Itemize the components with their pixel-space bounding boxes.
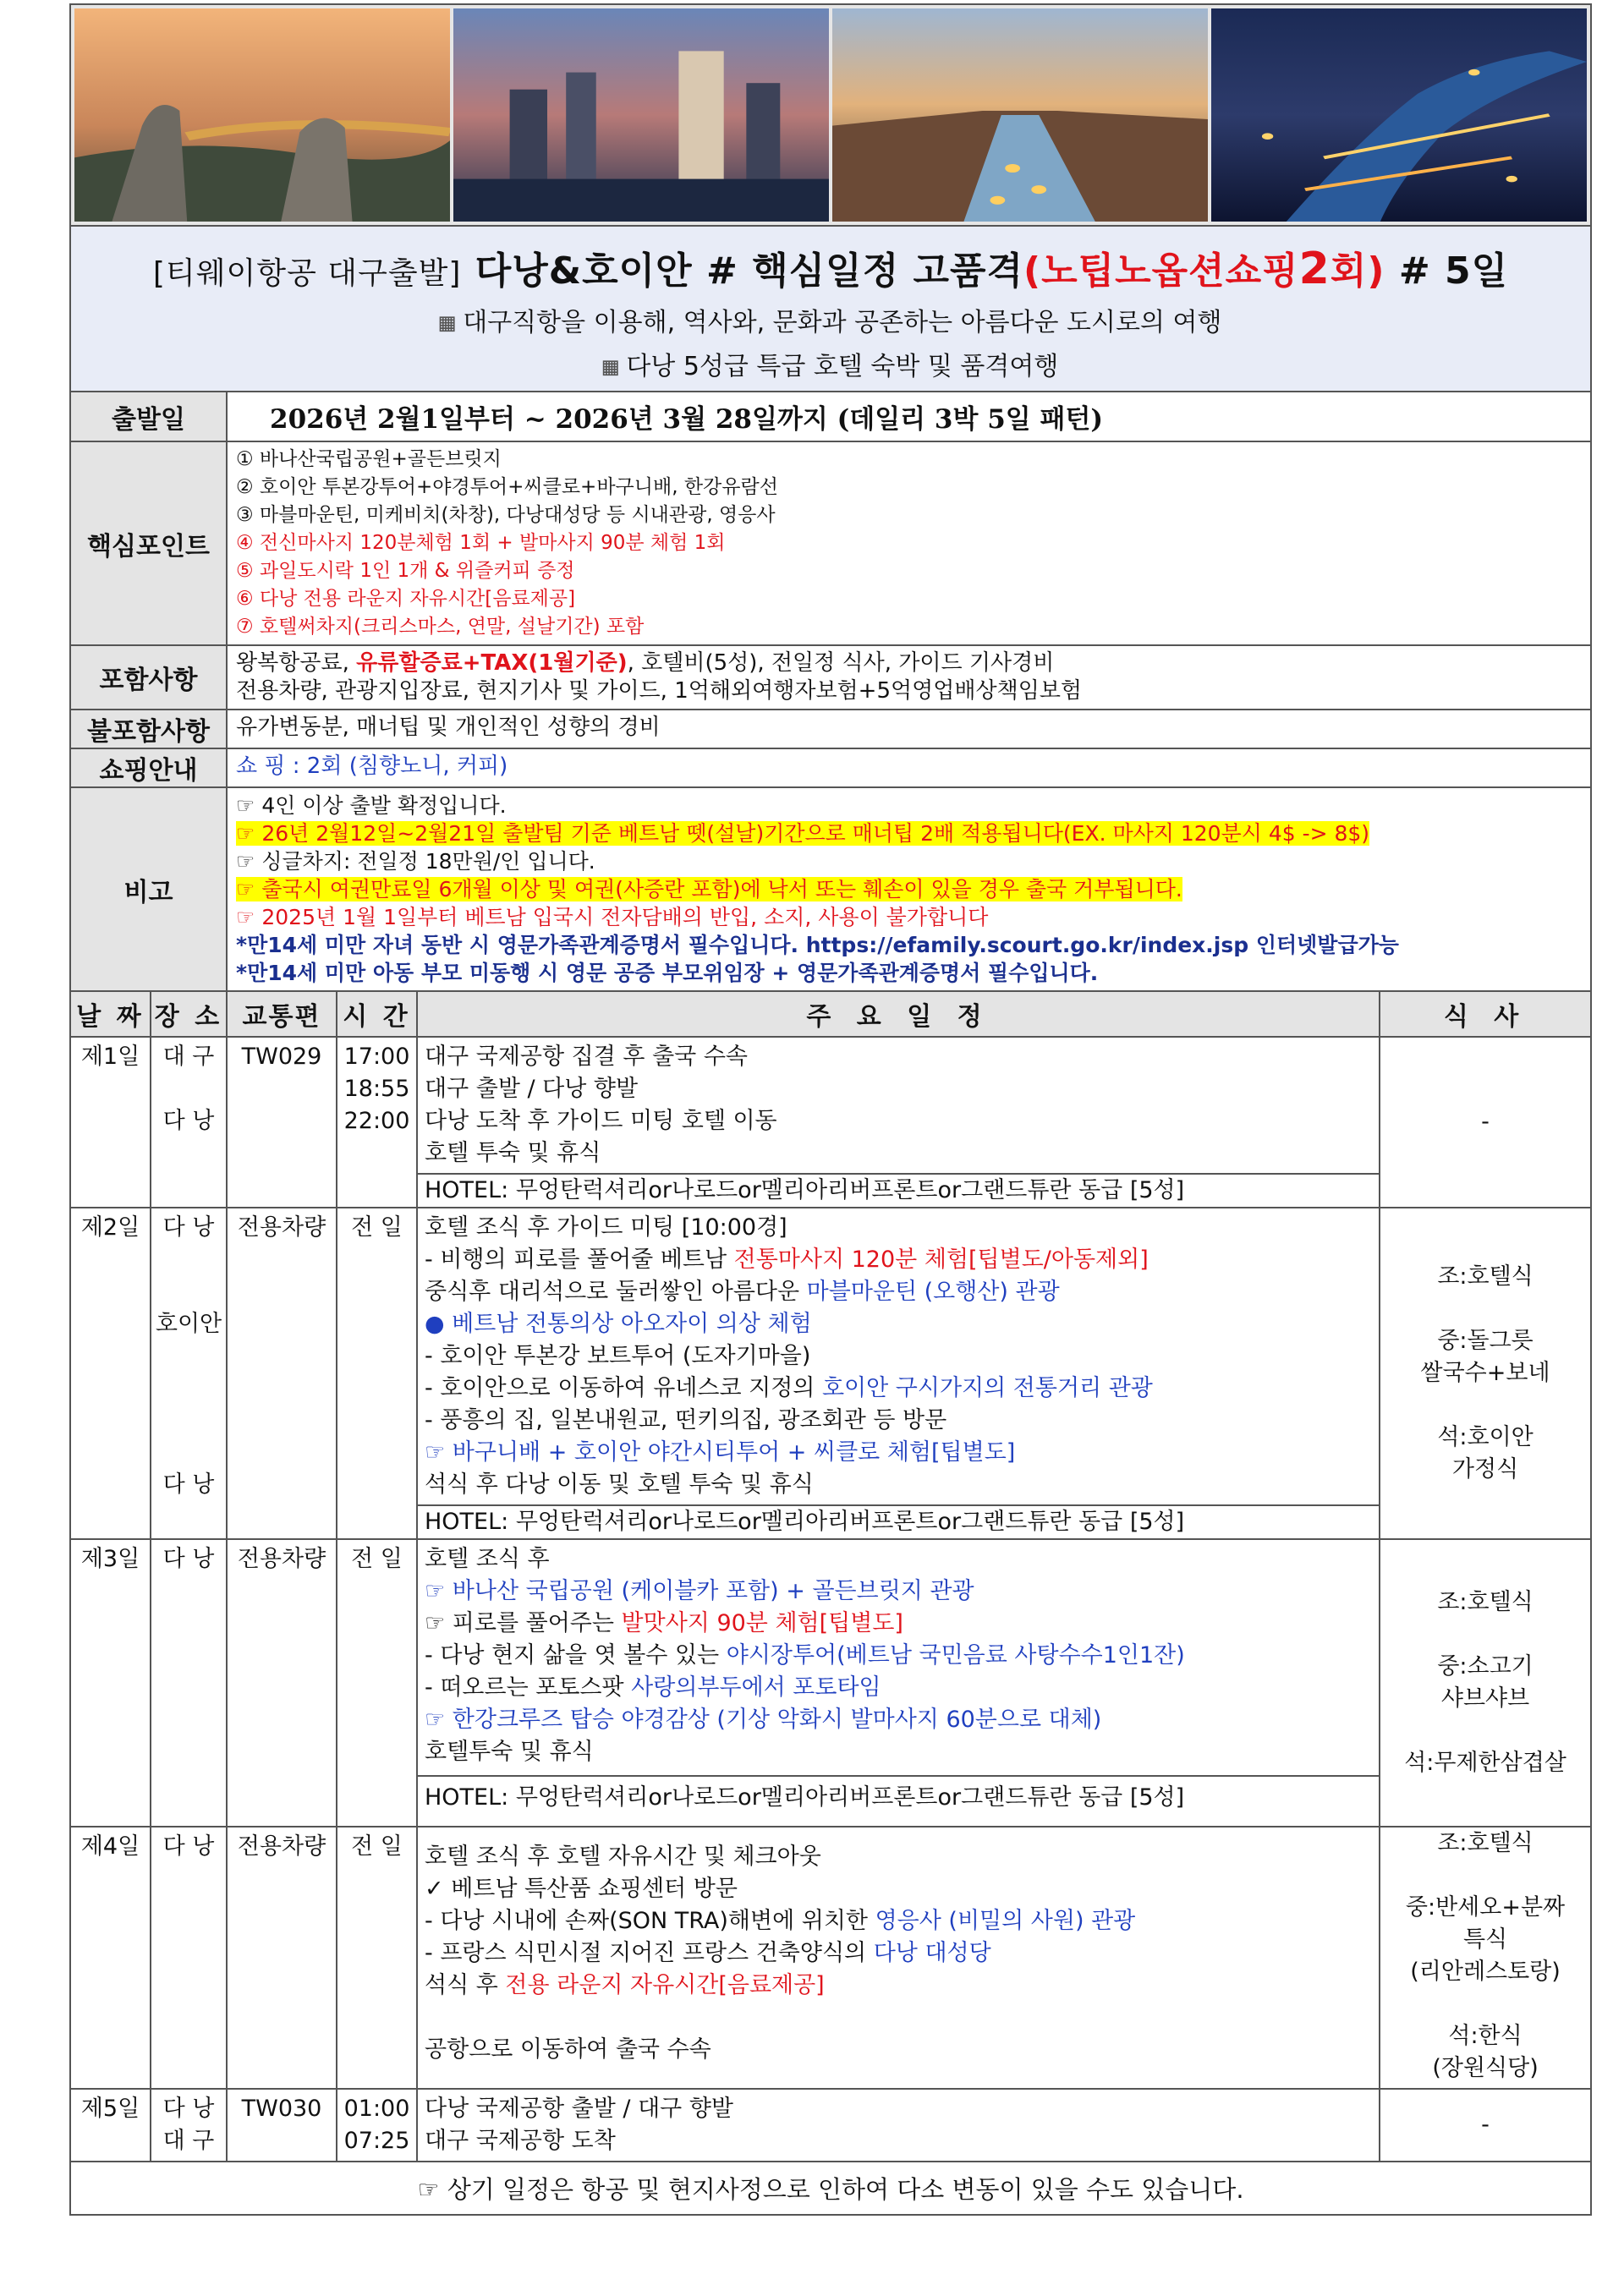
schedule-line: 대구 국제공항 도착 [425,2128,616,2154]
place-cell: 다 낭 [151,1539,227,1827]
place: 다 낭 [162,1214,215,1241]
schedule-line: - 호이안 투본강 보트투어 (도자기마을) [425,1343,811,1369]
note-label: 비고 [70,787,227,991]
time: 18:55 [343,1076,410,1102]
include-label: 포함사항 [70,645,227,710]
include-text-red: 유류할증료+TAX(1월기준) [356,650,628,676]
schedule-highlight: 전통마사지 120분 체험[팁별도/아동제외] [733,1247,1149,1273]
schedule-text: - 비행의 피로를 풀어줄 베트남 [425,1247,734,1273]
point-item: ① 바나산국립공원+골든브릿지 [236,448,502,470]
schedule-text: - 다낭 시내에 손짜(SON TRA)해변에 위치한 [425,1908,875,1934]
meal-cell [1380,1827,1591,2089]
col-schedule: 주 요 일 정 [417,991,1380,1037]
table-row [70,1037,1591,1208]
schedule-text: ☞ 피로를 풀어주는 [425,1610,622,1636]
pattern-icon: ▦ [439,308,455,337]
include-text-b: , 호텔비(5성), 전일정 식사, 가이드 기사경비 [627,650,1055,676]
transport-cell: 전용차량 [227,1827,337,2089]
schedule-line: 호텔투숙 및 휴식 [425,1739,594,1765]
itinerary-table [69,3,1592,2216]
time-cell [337,2089,417,2162]
schedule-text: - 프랑스 식민시절 지어진 프랑스 건축양식의 [425,1940,874,1966]
schedule-cell [417,2089,1380,2162]
schedule-highlight: 야시장투어(베트남 국민음료 사탕수수1인1잔) [726,1642,1185,1669]
time-cell: 전 일 [337,1827,417,2089]
place-spacer [151,1373,226,1405]
schedule-cell [417,1827,1380,2089]
point-item: ⑤ 과일도시락 1인 1개 & 위즐커피 증정 [236,560,575,582]
transport-cell: 전용차량 [227,1208,337,1539]
point-item: ③ 마블마운틴, 미케비치(차창), 다낭대성당 등 시내관광, 영응사 [236,504,776,526]
title-red-b: 회) [1330,249,1385,293]
schedule-text: - 떠오르는 포토스팟 [425,1674,632,1701]
title-prefix: [티웨이항공 대구출발] [152,256,462,291]
title-suffix: # 5일 [1398,249,1509,293]
subtitle-1-text: 대구직항을 이용해, 역사와, 문화과 공존하는 아름다운 도시로의 여행 [463,308,1222,337]
point-item: ② 호이안 투본강투어+야경투어+씨클로+바구니배, 한강유람선 [236,476,778,498]
place: 대 구 [162,2128,215,2154]
time: 17:00 [343,1044,410,1070]
schedule-highlight: 발맛사지 90분 체험[팁별도] [621,1610,903,1636]
day-label: 제2일 [70,1208,151,1539]
point-item: ⑥ 다낭 전용 라운지 자유시간[음료제공] [236,588,576,610]
photo-danang-city [453,8,829,222]
subtitle-2-text: 다낭 5성급 특급 호텔 숙박 및 품격여행 [626,352,1059,381]
schedule-line: 호텔 투숙 및 휴식 [425,1140,601,1166]
col-meal: 식 사 [1380,991,1591,1037]
meal-cell [1380,1208,1591,1539]
time-cell: 전 일 [337,1208,417,1539]
meal-cell: - [1380,2089,1591,2162]
day-label: 제1일 [70,1037,151,1208]
schedule-text: - 다낭 현지 삶을 엿 볼수 있는 [425,1642,727,1669]
photo-danang-night [1211,8,1587,222]
schedule-line: 대구 국제공항 집결 후 출국 수속 [425,1044,748,1070]
meal: 조:호텔식 [1437,1263,1533,1290]
schedule-highlight: 영응사 (비밀의 사원) 관광 [875,1908,1136,1934]
time-cell: 전 일 [337,1539,417,1827]
day-label: 제3일 [70,1539,151,1827]
place-spacer [151,1244,226,1276]
schedule-line: 호텔 조식 후 [425,1546,550,1572]
transport-cell: TW029 [227,1037,337,1208]
note-item: *만14세 미만 자녀 동반 시 영문가족관계증명서 필수입니다. https://efamily.scourt.go.kr/index.jsp 인터넷발급가능 [236,933,1399,957]
transport-cell: TW030 [227,2089,337,2162]
schedule-spacer [425,2002,1372,2034]
meal: 석:무제한삼겹살 [1404,1750,1566,1776]
subtitle-2 [71,345,1590,382]
photo-hoian-river [832,8,1208,222]
place: 대 구 [162,1044,215,1070]
place: 다 낭 [162,2096,215,2122]
meal: (장원식당) [1432,2055,1539,2081]
schedule-line: ✓ 베트남 특산품 쇼핑센터 방문 [425,1876,738,1902]
table-row [70,1208,1591,1539]
schedule-line: 석식 후 다낭 이동 및 호텔 투숙 및 휴식 [425,1471,814,1498]
depart-label: 출발일 [70,392,227,441]
col-day: 날 짜 [70,991,151,1037]
col-place: 장 소 [151,991,227,1037]
point-item: ⑦ 호텔써차지(크리스마스, 연말, 설날기간) 포함 [236,616,645,638]
schedule-line: ☞ 한강크루즈 탑승 야경감상 (기상 악화시 발마사지 60분으로 대체) [425,1707,1102,1733]
meal: 쌀국수+보네 [1420,1360,1550,1386]
place [151,1073,226,1105]
page-title [71,240,1590,294]
day-label: 제4일 [70,1827,151,2089]
points-label: 핵심포인트 [70,441,227,645]
note-item: ☞ 싱글차지: 전일정 18만원/인 입니다. [236,849,595,874]
schedule-header [70,991,1591,1037]
place-spacer [151,1437,226,1469]
meal-spacer [1380,1860,1590,1892]
meal-spacer [1380,1389,1590,1422]
schedule-cell [417,1037,1380,1208]
note-item: ☞ 2025년 1월 1일부터 베트남 입국시 전자담배의 반입, 소지, 사용이 불가합니다 [236,905,989,929]
schedule-text: - 호이안으로 이동하여 유네스코 지정의 [425,1375,822,1401]
schedule-text: 석식 후 [425,1972,506,1998]
col-time: 시 간 [337,991,417,1037]
schedule-cell [417,1539,1380,1827]
transport-cell: 전용차량 [227,1539,337,1827]
meal: 중:반세오+분짜 [1405,1894,1566,1921]
schedule-line: 호텔 조식 후 가이드 미팅 [10:00경] [425,1214,787,1241]
table-row [70,2089,1591,2162]
table-row [70,1827,1591,2089]
point-item: ④ 전신마사지 120분체험 1회 + 발마사지 90분 체험 1회 [236,532,726,554]
exclude-label: 불포함사항 [70,710,227,748]
meal: 가정식 [1451,1456,1519,1482]
meal: (리안레스토랑) [1410,1959,1561,1985]
hero-banner [70,4,1591,226]
meal-spacer [1380,1715,1590,1747]
exclude-value: 유가변동분, 매너팁 및 개인적인 성향의 경비 [227,710,1591,748]
photo-golden-bridge [74,8,450,222]
meal: 조:호텔식 [1437,1830,1533,1856]
meal: 중:돌그릇 [1437,1328,1533,1354]
meal: 조:호텔식 [1437,1589,1533,1615]
title-red-num: 2 [1298,244,1330,294]
subtitle-1 [71,301,1590,338]
schedule-line: 호텔 조식 후 호텔 자유시간 및 체크아웃 [425,1844,821,1870]
col-transport: 교통편 [227,991,337,1037]
schedule-line: 공항으로 이동하여 출국 수속 [425,2036,711,2063]
time: 22:00 [343,1108,410,1134]
time: 01:00 [343,2096,410,2122]
schedule-highlight: 다낭 대성당 [873,1940,991,1966]
place-cell [151,1037,227,1208]
schedule-line: ☞ 바나산 국립공원 (케이블카 포함) + 골든브릿지 관광 [425,1578,974,1604]
points-list [227,441,1591,645]
time: 07:25 [343,2128,410,2154]
schedule-line: - 풍흥의 집, 일본내원교, 떤키의집, 광조회관 등 방문 [425,1407,947,1433]
notes-list [227,787,1591,991]
include-line2: 전용차량, 관광지입장료, 현지기사 및 가이드, 1억해외여행자보험+5억영업배상책임보험 [236,678,1083,704]
schedule-line: 대구 출발 / 다낭 향발 [425,1076,639,1102]
footer-note: ☞ 상기 일정은 항공 및 현지사정으로 인하여 다소 변동이 있을 수도 있습니다. [70,2162,1591,2215]
place: 다 낭 [162,1108,215,1134]
schedule-highlight: 호이안 구시가지의 전통거리 관광 [821,1375,1153,1401]
schedule-text: 중식후 대리석으로 둘러쌓인 아름다운 [425,1279,807,1305]
meal: 석:한식 [1448,2023,1522,2049]
schedule-cell [417,1208,1380,1539]
itinerary-sheet [69,3,1590,2216]
title-red-a: (노팁노옵션쇼핑 [1023,249,1299,293]
schedule-highlight: 마블마운틴 (오행산) 관광 [806,1279,1060,1305]
note-item: ☞ 26년 2월12일~2월21일 출발팀 기준 베트남 뗏(설날)기간으로 매너팁 2배 적용됩니다(EX. 마사지 120분시 4$ -> 8$) [236,821,1370,846]
place-spacer [151,1405,226,1437]
meal: 특식 [1462,1926,1508,1953]
include-value [227,645,1591,710]
day-label: 제5일 [70,2089,151,2162]
meal: 석:호이안 [1437,1424,1533,1450]
schedule-line: 다낭 국제공항 출발 / 대구 향발 [425,2096,733,2122]
table-row [70,1539,1591,1827]
hotel-line: HOTEL: 무엉탄럭셔리or나로드or멜리아리버프론트or그랜드튜란 동급 [5성] [418,1504,1379,1538]
meal: 샤브샤브 [1440,1685,1530,1712]
place-spacer [151,1340,226,1373]
pattern-icon: ▦ [602,352,618,381]
note-item: ☞ 4인 이상 출발 확정입니다. [236,793,507,818]
schedule-line: ☞ 바구니배 + 호이안 야간시티투어 + 씨클로 체험[팁별도] [425,1439,1016,1466]
shop-value: 쇼 핑 : 2회 (침향노니, 커피) [227,748,1591,787]
meal: 중:소고기 [1437,1653,1533,1680]
meal-spacer [1380,1988,1590,2020]
place-cell [151,1208,227,1539]
place-spacer [151,1276,226,1308]
schedule-highlight: 전용 라운지 자유시간[음료제공] [505,1972,825,1998]
meal-cell: - [1380,1037,1591,1208]
meal-cell [1380,1539,1591,1827]
schedule-line: 다낭 도착 후 가이드 미팅 호텔 이동 [425,1108,777,1134]
schedule-highlight: 사랑의부두에서 포토타임 [631,1674,881,1701]
depart-value: 2026년 2월1일부터 ~ 2026년 3월 28일까지 (데일리 3박 5일 패턴) [227,392,1591,441]
meal-spacer [1380,1293,1590,1325]
note-item: *만14세 미만 아동 부모 미동행 시 영문 공증 부모위임장 + 영문가족관계증명서 필수입니다. [236,961,1099,985]
meal-spacer [1380,1619,1590,1651]
time-cell [337,1037,417,1208]
place-cell: 다 낭 [151,1827,227,2089]
note-item: ☞ 출국시 여권만료일 6개월 이상 및 여권(사증란 포함)에 낙서 또는 훼손이 있을 경우 출국 거부됩니다. [236,877,1182,901]
place: 호이안 [155,1311,222,1337]
title-section [70,226,1591,392]
title-main: 다낭&호이안 # 핵심일정 고품격 [475,249,1024,293]
include-text-a: 왕복항공료, [236,650,357,676]
schedule-line: ● 베트남 전통의상 아오자이 의상 체험 [425,1311,812,1337]
hotel-line: HOTEL: 무엉탄럭셔리or나로드or멜리아리버프론트or그랜드튜란 동급 [5성] [418,1173,1379,1207]
hotel-line: HOTEL: 무엉탄럭셔리or나로드or멜리아리버프론트or그랜드튜란 동급 [5성] [418,1775,1379,1817]
place-cell [151,2089,227,2162]
shop-label: 쇼핑안내 [70,748,227,787]
place: 다 낭 [162,1471,215,1498]
